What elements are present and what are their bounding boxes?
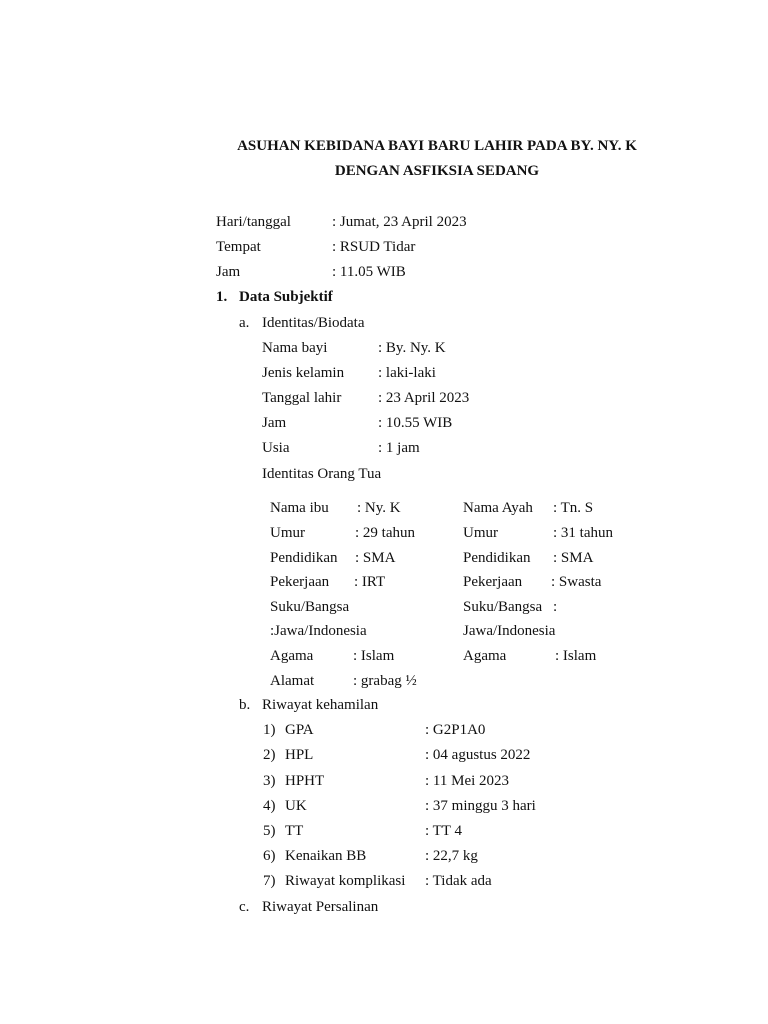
header-label-date: Hari/tanggal	[216, 214, 291, 230]
document-title-line-1: ASUHAN KEBIDANA BAYI BARU LAHIR PADA BY. NY. K	[237, 138, 637, 154]
pregnancy-item-value: : 04 agustus 2022	[425, 747, 531, 763]
pregnancy-item-label: TT	[285, 823, 304, 839]
mother-field-label: Pendidikan	[270, 550, 338, 566]
father-field-label: Pendidikan	[463, 550, 531, 566]
header-value-time: : 11.05 WIB	[332, 264, 406, 280]
pregnancy-item-number: 3)	[263, 773, 276, 789]
baby-field-value: : By. Ny. K	[378, 340, 446, 356]
pregnancy-item-value: : 37 minggu 3 hari	[425, 798, 536, 814]
mother-field-value: : Islam	[353, 648, 395, 664]
baby-field-value: : 23 April 2023	[378, 390, 470, 406]
pregnancy-item-value: : TT 4	[425, 823, 462, 839]
header-label-place: Tempat	[216, 239, 261, 255]
parents-identity-heading: Identitas Orang Tua	[262, 466, 382, 482]
father-field-label: Pekerjaan	[463, 574, 523, 590]
pregnancy-item-number: 6)	[263, 848, 276, 864]
mother-field-label: Suku/Bangsa	[270, 599, 350, 615]
father-field-label: Umur	[463, 525, 498, 541]
baby-field-label: Nama bayi	[262, 340, 328, 356]
header-value-place: : RSUD Tidar	[332, 239, 416, 255]
section-1-title: Data Subjektif	[239, 289, 333, 305]
baby-field-label: Tanggal lahir	[262, 390, 342, 406]
mother-field-label: Pekerjaan	[270, 574, 330, 590]
father-field-value: :	[553, 599, 558, 615]
father-field-value: : Tn. S	[553, 500, 594, 516]
father-field-value: : 31 tahun	[553, 525, 613, 541]
baby-field-value: : laki-laki	[378, 365, 436, 381]
mother-field-value: : grabag ½	[353, 673, 417, 689]
subsection-a-title: Identitas/Biodata	[262, 315, 365, 331]
father-field-label: Suku/Bangsa	[463, 599, 543, 615]
subsection-b-title: Riwayat kehamilan	[262, 697, 379, 713]
pregnancy-item-value: : G2P1A0	[425, 722, 486, 738]
mother-field-label: :Jawa/Indonesia	[270, 623, 367, 639]
pregnancy-item-label: GPA	[285, 722, 314, 738]
header-label-time: Jam	[216, 264, 241, 280]
pregnancy-item-label: Kenaikan BB	[285, 848, 367, 864]
mother-field-label: Agama	[270, 648, 314, 664]
baby-field-label: Usia	[262, 440, 290, 456]
section-1-number: 1.	[216, 289, 228, 305]
pregnancy-item-value: : Tidak ada	[425, 873, 492, 889]
pregnancy-item-number: 5)	[263, 823, 276, 839]
mother-field-label: Umur	[270, 525, 305, 541]
mother-field-value: : 29 tahun	[355, 525, 415, 541]
pregnancy-item-number: 7)	[263, 873, 276, 889]
baby-field-value: : 10.55 WIB	[378, 415, 453, 431]
mother-field-value: : SMA	[355, 550, 396, 566]
pregnancy-item-number: 2)	[263, 747, 276, 763]
father-field-value: : Swasta	[551, 574, 602, 590]
mother-field-label: Alamat	[270, 673, 315, 689]
subsection-b-marker: b.	[239, 697, 251, 713]
mother-field-value: : IRT	[354, 574, 386, 590]
mother-field-label: Nama ibu	[270, 500, 329, 516]
pregnancy-item-label: HPHT	[285, 773, 325, 789]
pregnancy-item-label: Riwayat komplikasi	[285, 873, 406, 889]
pregnancy-item-number: 4)	[263, 798, 276, 814]
header-value-date: : Jumat, 23 April 2023	[332, 214, 467, 230]
father-field-value: : Islam	[555, 648, 597, 664]
subsection-c-title: Riwayat Persalinan	[262, 899, 379, 915]
subsection-a-marker: a.	[239, 315, 250, 331]
pregnancy-item-value: : 11 Mei 2023	[425, 773, 510, 789]
father-field-label: Jawa/Indonesia	[463, 623, 556, 639]
baby-field-label: Jam	[262, 415, 287, 431]
mother-field-value: : Ny. K	[357, 500, 401, 516]
pregnancy-item-label: HPL	[285, 747, 314, 763]
pregnancy-item-value: : 22,7 kg	[425, 848, 478, 864]
pregnancy-item-label: UK	[285, 798, 307, 814]
father-field-value: : SMA	[553, 550, 594, 566]
baby-field-label: Jenis kelamin	[262, 365, 345, 381]
father-field-label: Nama Ayah	[463, 500, 533, 516]
document-title-line-2: DENGAN ASFIKSIA SEDANG	[334, 163, 540, 179]
baby-field-value: : 1 jam	[378, 440, 420, 456]
father-field-label: Agama	[463, 648, 507, 664]
pregnancy-item-number: 1)	[263, 722, 276, 738]
subsection-c-marker: c.	[239, 899, 250, 915]
